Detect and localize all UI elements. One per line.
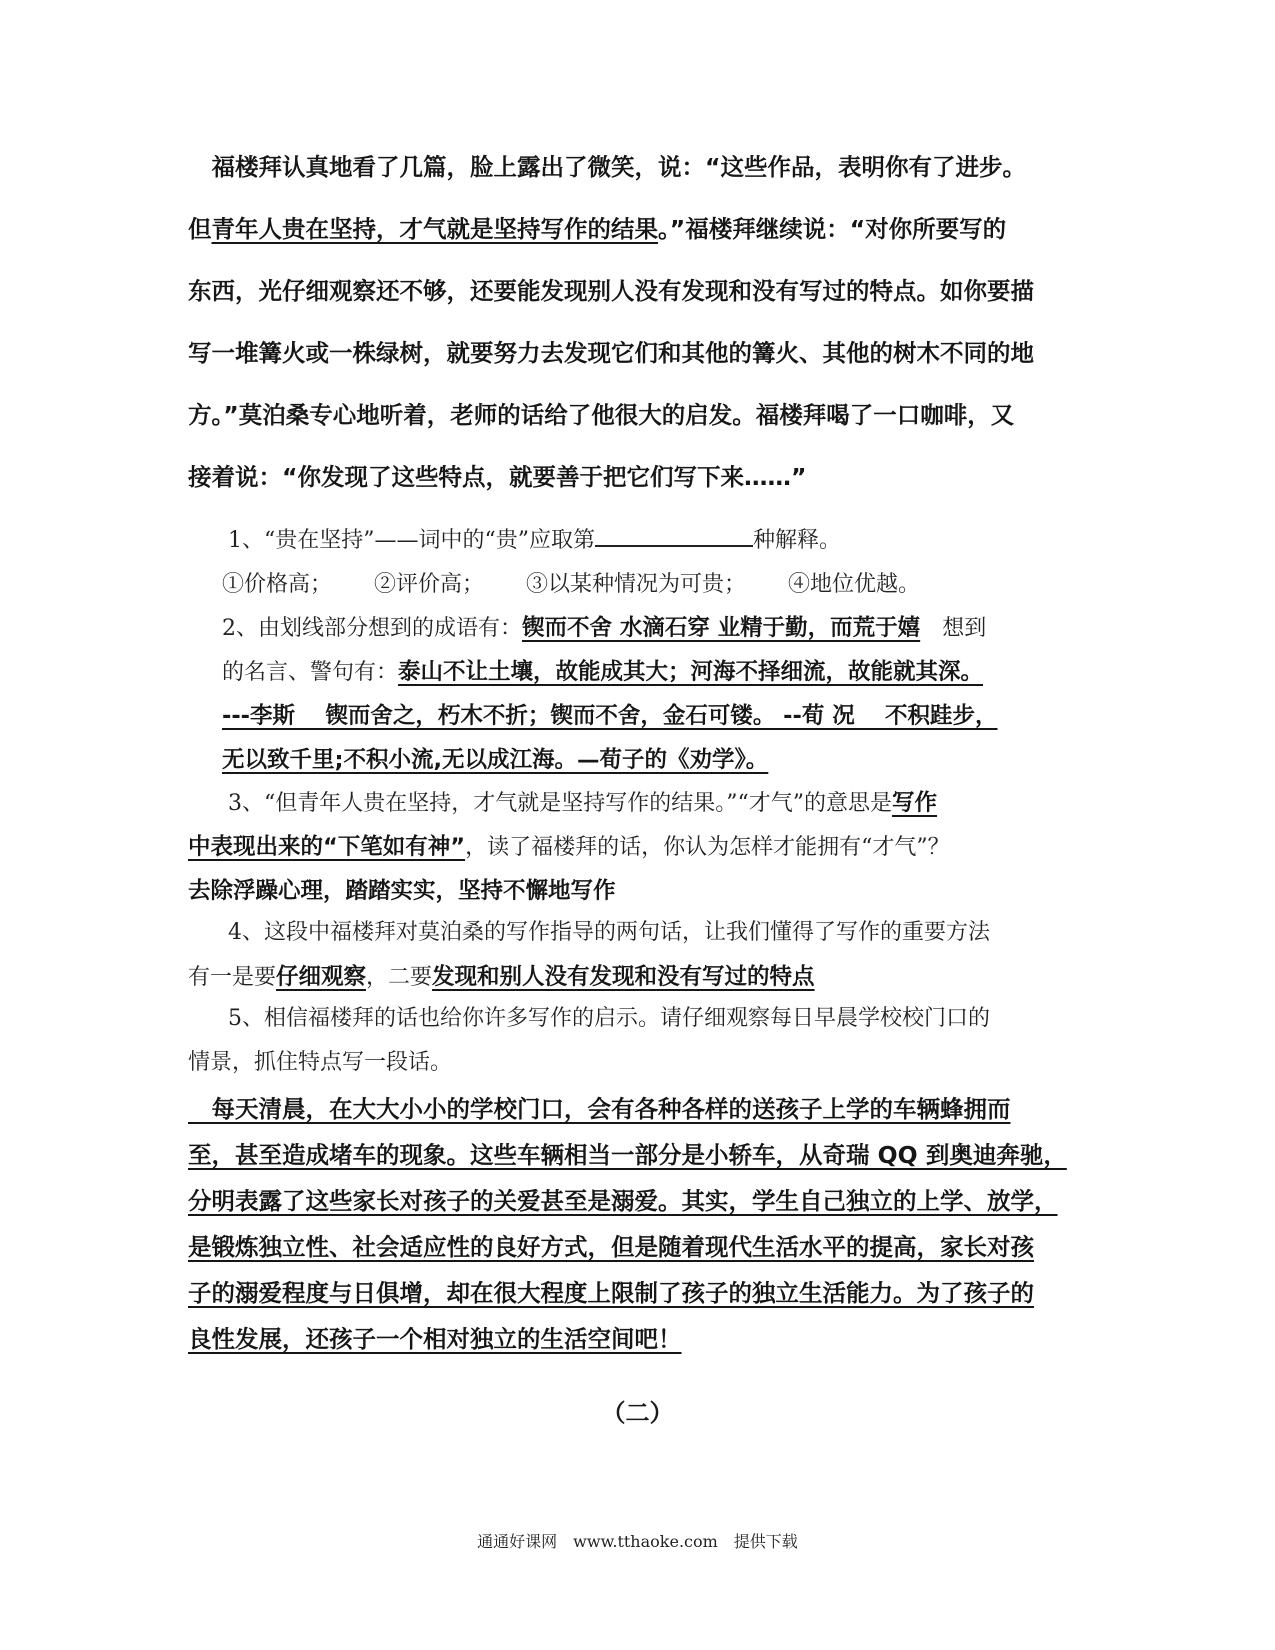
talent-answer-part-1: 写作 [892, 790, 938, 816]
answer-line-3: 分明表露了这些家长对孩子的关爱甚至是溺爱。其实，学生自己独立的上学、放学， [188, 1187, 1058, 1215]
question-1-options [222, 567, 962, 598]
question-text: ，读了福楼拜的话，你认为怎样才能拥有“才气”？ [465, 835, 950, 860]
passage-text: 但 [188, 215, 212, 243]
answer-line-2: 至，甚至造成堵车的现象。这些车辆相当一部分是小轿车，从奇瑞 QQ 到奥迪奔驰， [188, 1141, 1067, 1169]
question-5-line-1: 5、相信福楼拜的话也给你许多写作的启示。请仔细观察每日早晨学校校门口的 [228, 1006, 990, 1031]
passage-line-4: 写一堆篝火或一株绿树，就要努力去发现它们和其他的篝火、其他的树木不同的地 [188, 339, 1034, 367]
question-text: 想到 [942, 616, 987, 641]
option-4: ④地位优越。 [788, 572, 921, 597]
question-text: 有一是要 [188, 965, 277, 990]
passage-line-3: 东西，光仔细观察还不够，还要能发现别人没有发现和没有写过的特点。如你要描 [188, 277, 1034, 305]
passage-line-2 [188, 210, 1006, 244]
answer-line-4: 是锻炼独立性、社会适应性的良好方式，但是随着现代生活水平的提高，家长对孩 [188, 1233, 1034, 1261]
underlined-sentence: 青年人贵在坚持，才气就是坚持写作的结果 [211, 215, 658, 243]
talent-answer-part-2: 中表现出来的“下笔如有神” [188, 834, 466, 860]
quotes-answer: 泰山不让土壤，故能成其大；河海不择细流，故能就其深。 [398, 659, 984, 685]
question-3-line-2 [188, 829, 950, 861]
section-title: （二） [601, 1399, 674, 1427]
question-text: ，二要 [366, 965, 433, 990]
method-answer-1: 仔细观察 [276, 964, 367, 990]
question-4-line-1: 4、这段中福楼拜对莫泊桑的写作指导的两句话，让我们懂得了写作的重要方法 [228, 920, 990, 945]
passage-text: 。”福楼拜继续说：“对你所要写的 [658, 215, 1007, 243]
option-3: ③以某种情况为可贵； [526, 572, 747, 597]
quotes-answer-line-3: 无以致千里;不积小流,无以成江海。—荀子的《劝学》。 [222, 747, 769, 773]
question-1-text [228, 523, 841, 554]
quotes-answer-line-2: ---李斯 锲而舍之，朽木不折；锲而不舍，金石可镂。 --荀 况 不积跬步， [222, 703, 998, 729]
question-3-line-3 [188, 873, 616, 905]
passage-line-6: 接着说：“你发现了这些特点，就要善于把它们写下来……” [188, 463, 807, 491]
answer-line-5: 子的溺爱程度与日俱增，却在很大程度上限制了孩子的独立生活能力。为了孩子的 [188, 1279, 1034, 1307]
question-text: 1、“贵在坚持”——词中的“贵”应取第 [228, 528, 595, 553]
question-2-line-2 [222, 654, 983, 686]
question-2-line-1 [222, 610, 986, 642]
question-4-line-2 [188, 959, 815, 991]
page-footer: 通通好课网 www.tthaoke.com 提供下载 [477, 1532, 798, 1551]
option-1: ①价格高； [222, 572, 333, 597]
answer-line-1: 每天清晨，在大大小小的学校门口，会有各种各样的送孩子上学的车辆蜂拥而 [188, 1095, 1011, 1123]
question-text: 2、由划线部分想到的成语有： [222, 616, 522, 641]
idioms-answer: 锲而不舍 水滴石穿 业精于勤，而荒于嬉 [522, 615, 921, 641]
question-text: 的名言、警句有： [222, 660, 399, 685]
how-to-answer: 去除浮躁心理，踏踏实实，坚持不懈地写作 [188, 878, 616, 904]
question-text: 种解释。 [753, 528, 842, 553]
option-2: ②评价高； [374, 572, 485, 597]
answer-blank [595, 527, 753, 547]
passage-line-1: 福楼拜认真地看了几篇，脸上露出了微笑，说：“这些作品，表明你有了进步。 [188, 153, 1026, 181]
method-answer-2: 发现和别人没有发现和没有写过的特点 [432, 964, 815, 990]
question-5-line-2: 情景，抓住特点写一段话。 [188, 1050, 453, 1075]
question-text: 3、“但青年人贵在坚持，才气就是坚持写作的结果。”“才气”的意思是 [228, 791, 892, 816]
passage-line-5: 方。”莫泊桑专心地听着，老师的话给了他很大的启发。福楼拜喝了一口咖啡，又 [188, 401, 1015, 429]
answer-line-6: 良性发展，还孩子一个相对独立的生活空间吧！ [188, 1325, 682, 1353]
question-3-line-1 [228, 785, 937, 817]
